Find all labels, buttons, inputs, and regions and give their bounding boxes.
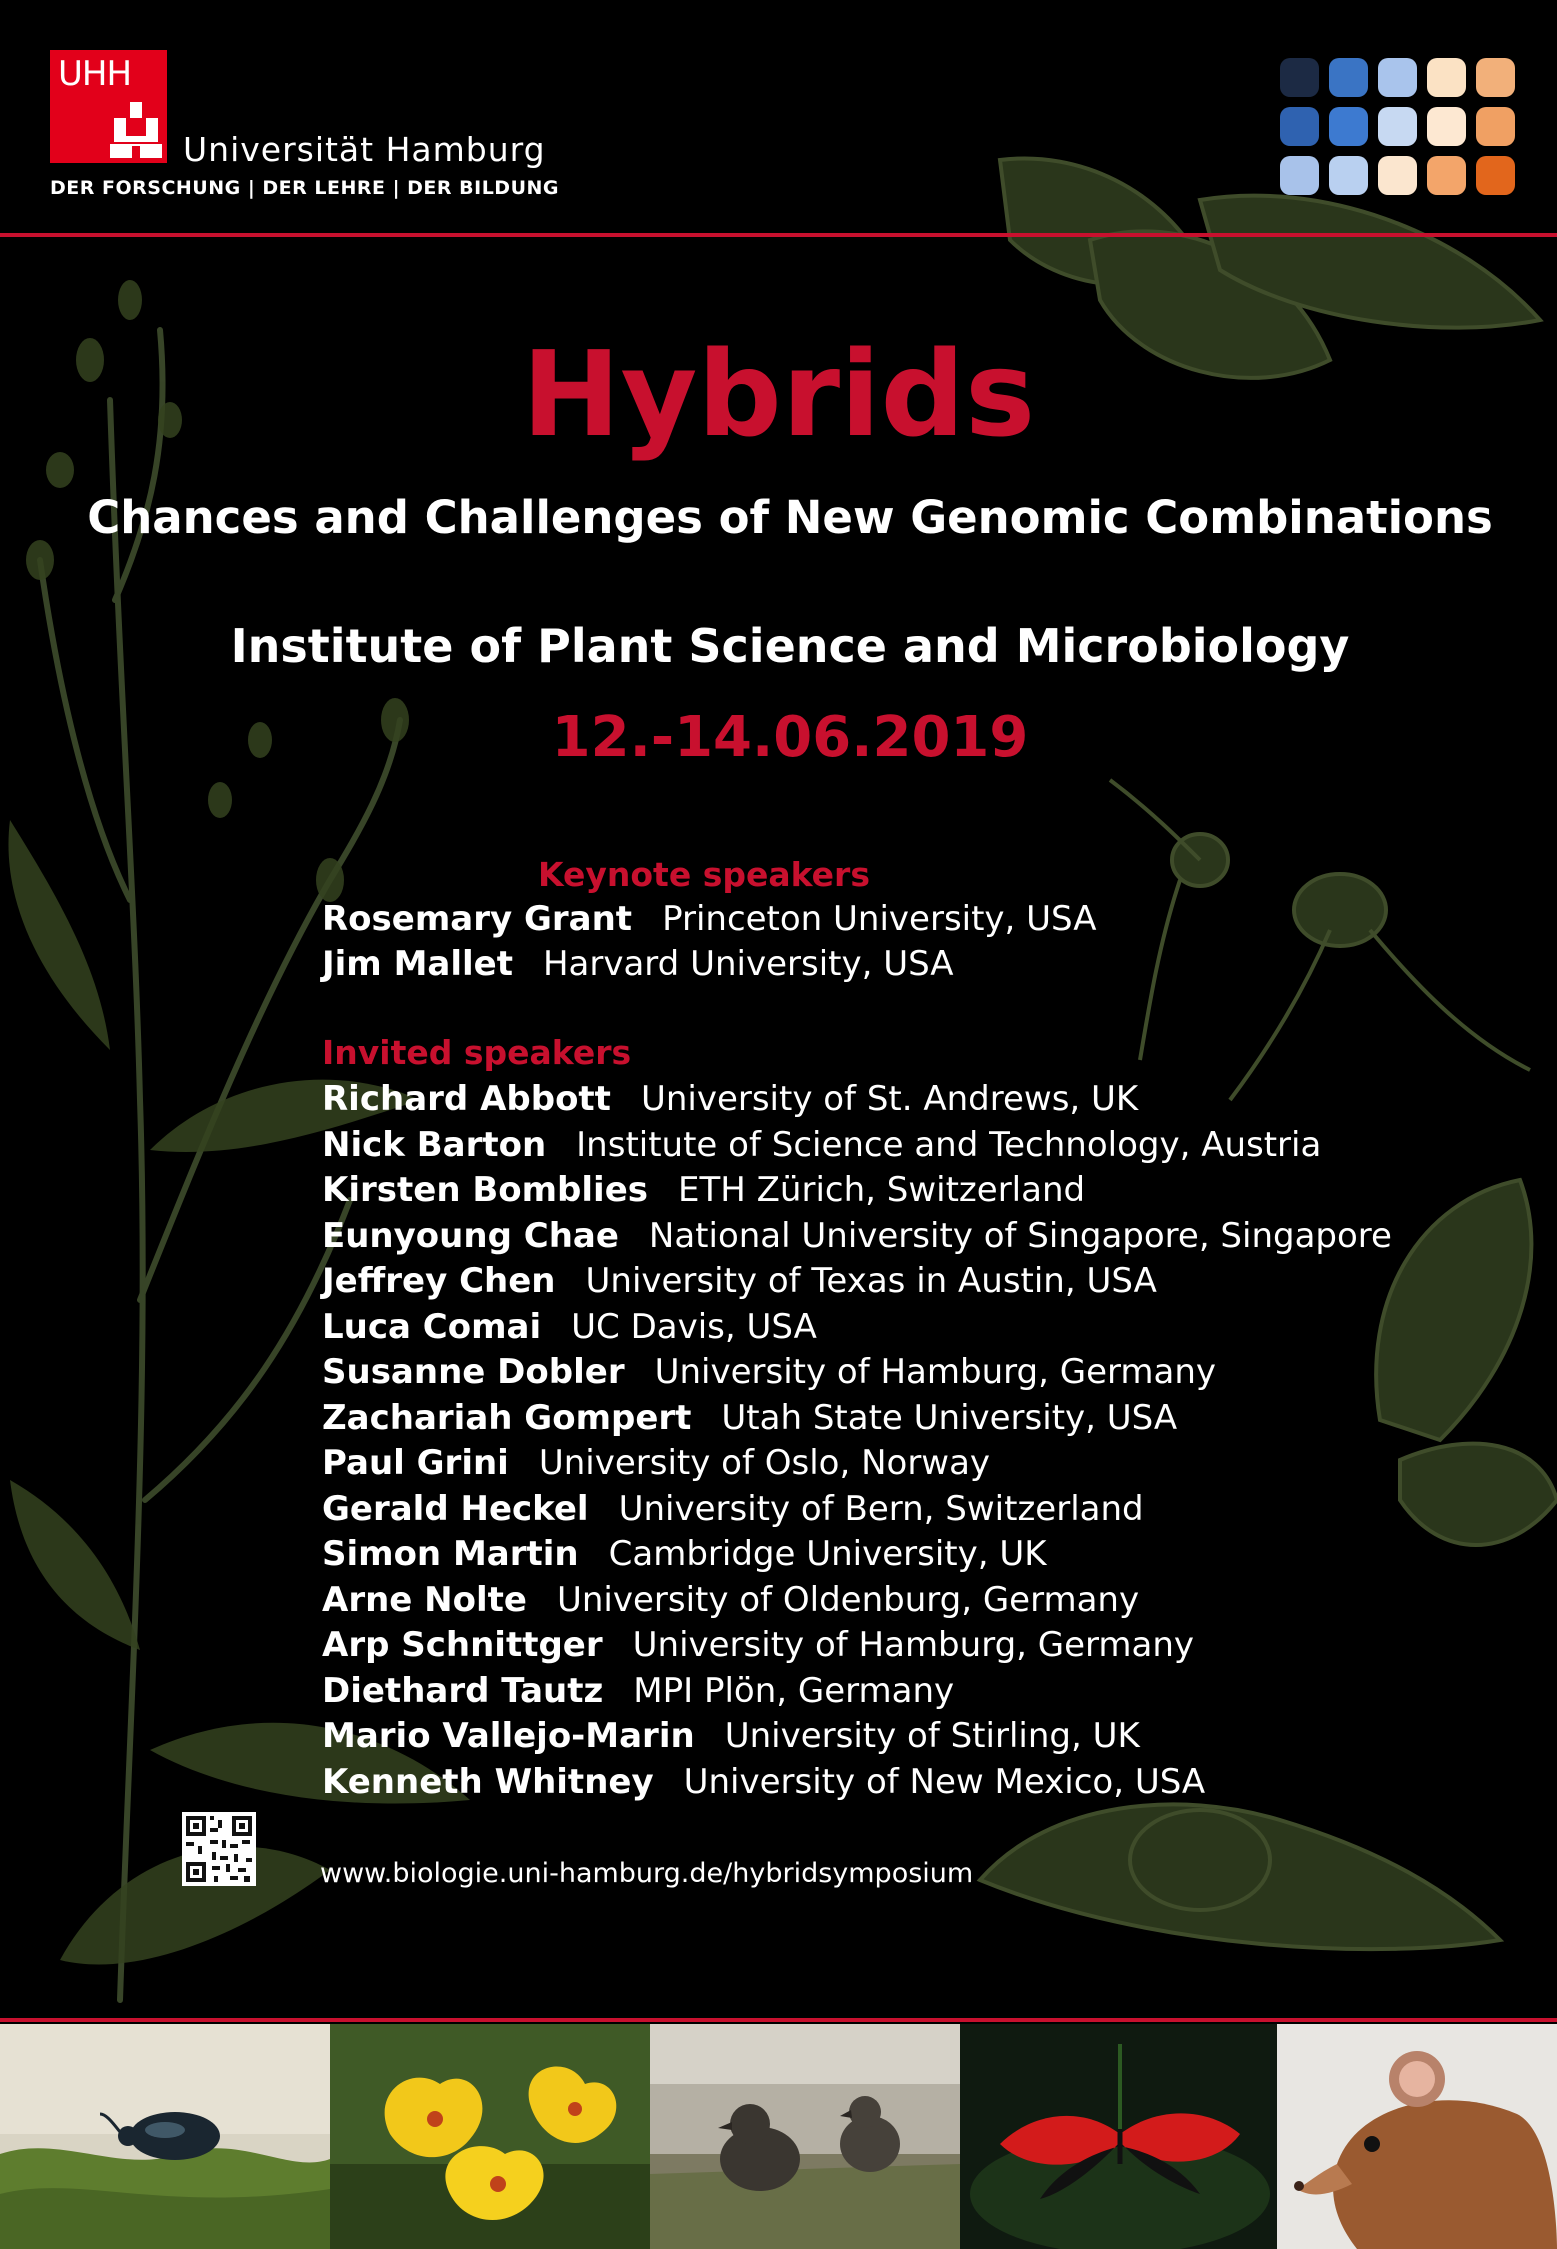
mosaic-tile [1378, 156, 1417, 195]
speaker-affiliation: Utah State University, USA [721, 1397, 1178, 1438]
speaker-name: Luca Comai [322, 1306, 542, 1347]
list-item [322, 1170, 1086, 1210]
mosaic-tile [1476, 156, 1515, 195]
speaker-affiliation: University of Texas in Austin, USA [585, 1261, 1157, 1301]
list-item [322, 1488, 1144, 1529]
mosaic-tile [1427, 156, 1466, 195]
speaker-name: Kirsten Bomblies [322, 1170, 649, 1210]
list-item [322, 1716, 1140, 1756]
speaker-affiliation: University of Oslo, Norway [538, 1443, 991, 1483]
speaker-affiliation: Princeton University, USA [662, 899, 1097, 939]
speaker-name: Gerald Heckel [322, 1488, 589, 1529]
list-item [322, 1443, 991, 1483]
list-item [322, 1124, 1322, 1165]
mosaic-tile [1476, 107, 1515, 146]
speaker-name: Arne Nolte [322, 1579, 527, 1620]
mosaic-tile [1280, 107, 1319, 146]
speaker-affiliation: University of Bern, Switzerland [618, 1488, 1144, 1529]
speaker-name: Arp Schnittger [322, 1625, 603, 1665]
speaker-affiliation: MPI Plön, Germany [633, 1670, 955, 1711]
mosaic-tile [1378, 107, 1417, 146]
event-title: Hybrids [521, 325, 1036, 463]
photo-mouse [1277, 2024, 1557, 2249]
list-item [322, 1079, 1139, 1119]
symposium-url[interactable]: www.biologie.uni-hamburg.de/hybridsymposium [320, 1858, 974, 1889]
speaker-affiliation: Institute of Science and Technology, Austria [576, 1124, 1322, 1165]
list-item [322, 1306, 817, 1347]
speaker-affiliation: National University of Singapore, Singapore [648, 1215, 1392, 1256]
speaker-affiliation: University of St. Andrews, UK [640, 1079, 1139, 1119]
speaker-affiliation: University of New Mexico, USA [683, 1761, 1206, 1802]
list-item [322, 1579, 1140, 1620]
mosaic-tile [1427, 107, 1466, 146]
mosaic-tile [1427, 58, 1466, 97]
mosaic-tile [1329, 107, 1368, 146]
invited-heading: Invited speakers [322, 1033, 632, 1072]
speaker-name: Paul Grini [322, 1443, 509, 1483]
speaker-name: Zachariah Gompert [322, 1397, 692, 1438]
list-item [322, 1534, 1047, 1574]
speaker-name: Kenneth Whitney [322, 1761, 654, 1802]
list-item [322, 944, 954, 984]
speaker-affiliation: UC Davis, USA [571, 1306, 817, 1347]
speaker-affiliation: Cambridge University, UK [608, 1534, 1047, 1574]
list-item [322, 1670, 955, 1711]
speaker-name: Diethard Tautz [322, 1670, 604, 1711]
photo-finches [650, 2024, 960, 2249]
speaker-affiliation: University of Hamburg, Germany [654, 1352, 1216, 1392]
mosaic-tile [1280, 58, 1319, 97]
speaker-name: Eunyoung Chae [322, 1215, 619, 1256]
list-item [322, 1261, 1157, 1301]
speaker-affiliation: University of Stirling, UK [724, 1716, 1140, 1756]
institute-name: Institute of Plant Science and Microbiology [230, 619, 1350, 673]
keynote-heading: Keynote speakers [538, 855, 870, 894]
list-item [322, 899, 1097, 939]
speaker-affiliation: University of Oldenburg, Germany [556, 1579, 1140, 1620]
photo-yellow-flower [330, 2024, 650, 2249]
event-dates: 12.-14.06.2019 [551, 705, 1029, 770]
speaker-name: Richard Abbott [322, 1079, 611, 1119]
mosaic-tile [1378, 58, 1417, 97]
tile-mosaic [1280, 58, 1522, 196]
list-item [322, 1625, 1195, 1665]
speaker-name: Rosemary Grant [322, 899, 633, 939]
list-item [322, 1761, 1206, 1802]
event-subtitle: Chances and Challenges of New Genomic Combinations [87, 491, 1493, 544]
mosaic-tile [1329, 156, 1368, 195]
speaker-name: Nick Barton [322, 1124, 547, 1165]
mosaic-tile [1476, 58, 1515, 97]
university-name: Universität Hamburg [183, 130, 546, 169]
speaker-affiliation: Harvard University, USA [542, 944, 954, 984]
list-item [322, 1215, 1392, 1256]
speaker-name: Jeffrey Chen [322, 1261, 556, 1301]
castle-icon [110, 102, 162, 158]
list-item [322, 1397, 1178, 1438]
footer-divider [0, 2018, 1557, 2022]
speaker-name: Susanne Dobler [322, 1352, 625, 1392]
university-motto: DER FORSCHUNG | DER LEHRE | DER BILDUNG [50, 177, 559, 199]
speaker-name: Simon Martin [322, 1534, 579, 1574]
speaker-name: Jim Mallet [322, 944, 513, 984]
speaker-name: Mario Vallejo-Marin [322, 1716, 695, 1756]
qr-code-icon[interactable] [182, 1812, 256, 1886]
header-divider [0, 233, 1557, 237]
photo-butterfly [960, 2024, 1277, 2249]
list-item [322, 1352, 1216, 1392]
speaker-affiliation: ETH Zürich, Switzerland [678, 1170, 1086, 1210]
photo-beetle [0, 2024, 330, 2249]
speaker-affiliation: University of Hamburg, Germany [632, 1625, 1195, 1665]
mosaic-tile [1329, 58, 1368, 97]
uhh-logo [50, 50, 167, 163]
mosaic-tile [1280, 156, 1319, 195]
logo-letters: UHH [58, 54, 132, 94]
